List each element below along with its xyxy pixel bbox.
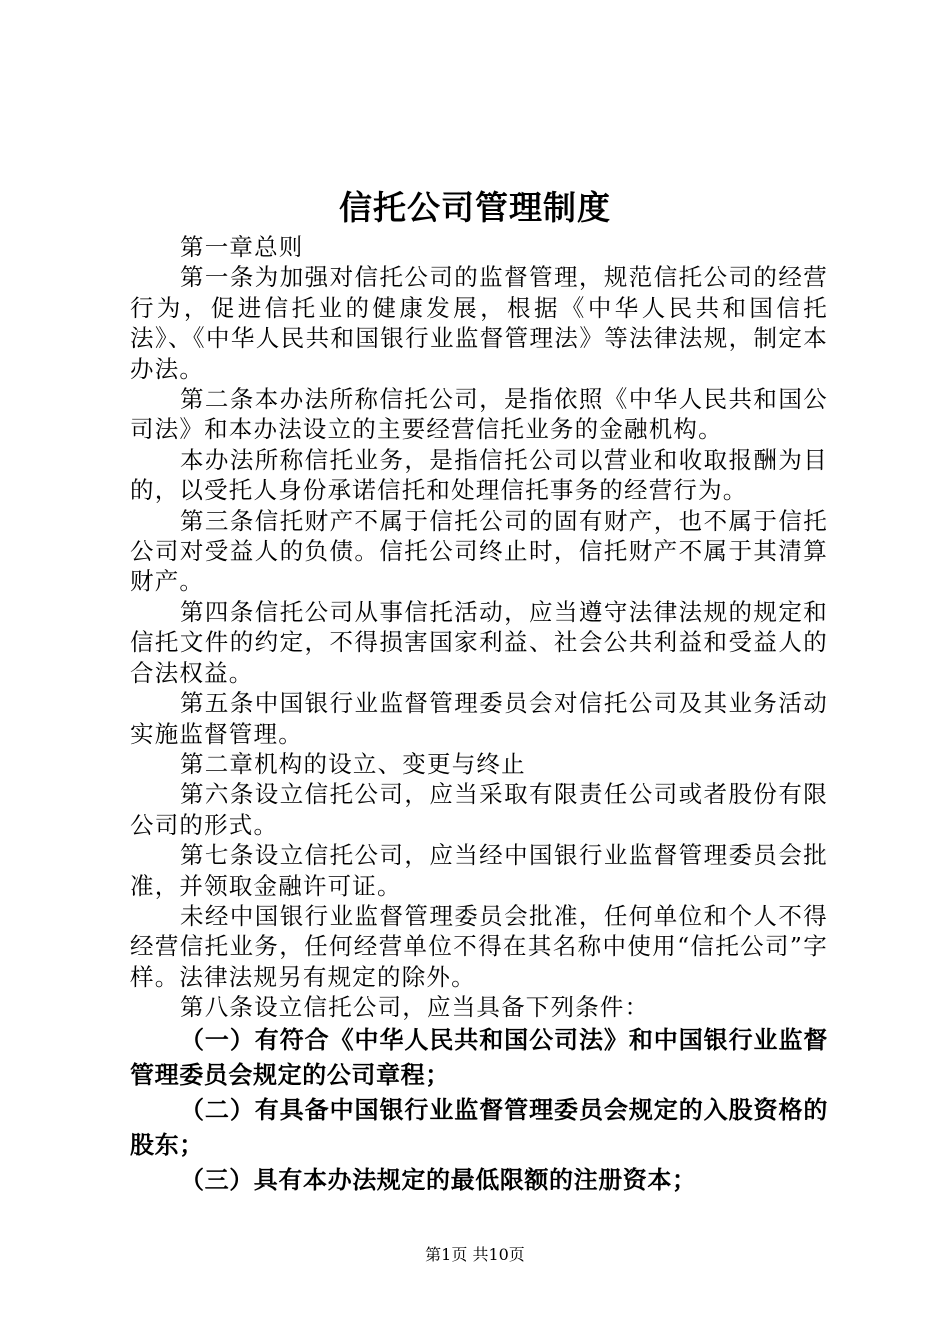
article-paragraph: 本办法所称信托业务，是指信托公司以营业和收取报酬为目的，以受托人身份承诺信托和处理信托事务的经营行为。 bbox=[130, 445, 828, 505]
document-title: 信托公司管理制度 bbox=[339, 188, 611, 227]
article-paragraph: 第八条设立信托公司，应当具备下列条件： bbox=[180, 993, 650, 1022]
condition-item: （二）有具备中国银行业监督管理委员会规定的入股资格的股东； bbox=[130, 1095, 828, 1159]
condition-item: （一）有符合《中华人民共和国公司法》和中国银行业监督管理委员会规定的公司章程； bbox=[130, 1025, 828, 1089]
article-paragraph: 第二条本办法所称信托公司，是指依照《中华人民共和国公司法》和本办法设立的主要经营信托业务的金融机构。 bbox=[130, 385, 828, 444]
article-paragraph: 第一条为加强对信托公司的监督管理，规范信托公司的经营行为，促进信托业的健康发展，根据《中华人民共和国信托法》、《中华人民共和国银行业监督管理法》等法律法规，制定本办法。 bbox=[130, 263, 828, 383]
article-paragraph: 第四条信托公司从事信托活动，应当遵守法律法规的规定和信托文件的约定，不得损害国家利益、社会公共利益和受益人的合法权益。 bbox=[130, 597, 828, 687]
article-paragraph: 第六条设立信托公司，应当采取有限责任公司或者股份有限公司的形式。 bbox=[130, 780, 828, 839]
condition-item: （三）具有本办法规定的最低限额的注册资本； bbox=[180, 1165, 697, 1194]
chapter-heading: 第一章总则 bbox=[180, 233, 304, 261]
article-paragraph: 第七条设立信托公司，应当经中国银行业监督管理委员会批准，并领取金融许可证。 bbox=[130, 841, 828, 900]
chapter-heading: 第二章机构的设立、变更与终止 bbox=[180, 749, 526, 778]
article-paragraph: 未经中国银行业监督管理委员会批准，任何单位和个人不得经营信托业务，任何经营单位不得在其名称中使用“信托公司”字样。法律法规另有规定的除外。 bbox=[130, 901, 828, 991]
article-paragraph: 第三条信托财产不属于信托公司的固有财产，也不属于信托公司对受益人的负债。信托公司终止时，信托财产不属于其清算财产。 bbox=[130, 506, 828, 596]
page-footer: 第1页 共10页 bbox=[425, 1245, 525, 1264]
document-body bbox=[130, 232, 828, 1198]
article-paragraph: 第五条中国银行业监督管理委员会对信托公司及其业务活动实施监督管理。 bbox=[130, 689, 828, 748]
